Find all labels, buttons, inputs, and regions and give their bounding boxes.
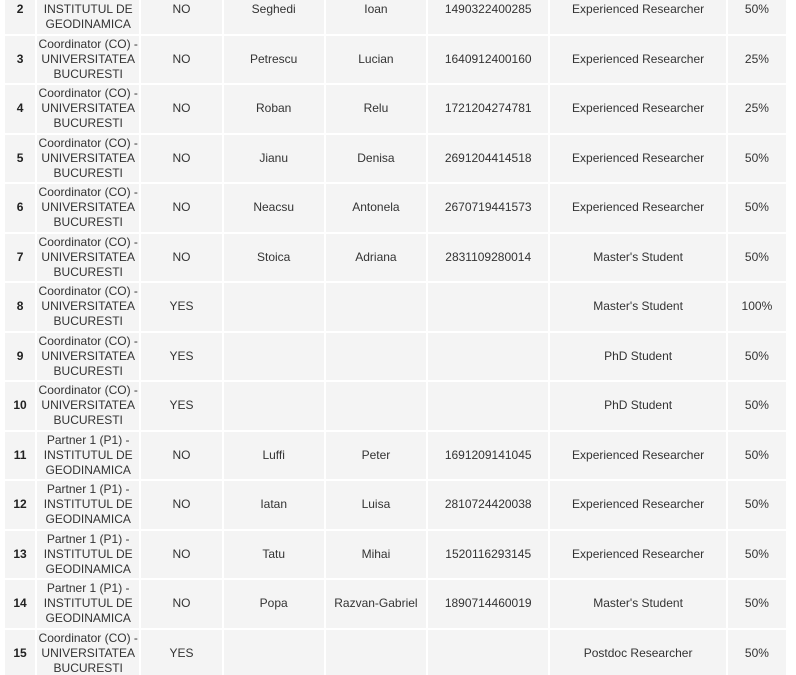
institution-line: Partner 1 (P1) - — [46, 432, 130, 447]
time-allocation-cell: 25% — [728, 36, 786, 84]
new-position-cell: YES — [141, 283, 221, 331]
position-cell: Master's Student — [550, 283, 725, 331]
position-cell: Experienced Researcher — [550, 481, 725, 529]
institution-line: GEODINAMICA — [45, 17, 131, 32]
row-number: 3 — [5, 36, 35, 84]
institution-line: BUCURESTI — [53, 116, 123, 131]
new-position-cell: NO — [141, 184, 221, 232]
institution-line: UNIVERSITATEA — [41, 348, 135, 363]
first-name-cell: Razvan-Gabriel — [326, 580, 426, 628]
table-row — [5, 184, 786, 232]
table-row — [5, 481, 786, 529]
table-row — [5, 36, 786, 84]
table-row — [5, 283, 786, 331]
institution-line: Coordinator (CO) - — [38, 284, 138, 299]
position-cell: Master's Student — [550, 580, 725, 628]
position-cell: PhD Student — [550, 333, 725, 381]
institution-line: INSTITUTUL DE — [43, 447, 133, 462]
table-row — [5, 85, 786, 133]
institution-line: Coordinator (CO) - — [38, 135, 138, 150]
table-row — [5, 135, 786, 183]
institution-line: UNIVERSITATEA — [41, 150, 135, 165]
institution-cell — [37, 85, 139, 133]
time-allocation-cell: 50% — [728, 234, 786, 282]
institution-line: BUCURESTI — [53, 215, 123, 230]
institution-cell — [37, 333, 139, 381]
first-name-cell: Relu — [326, 85, 426, 133]
institution-line: BUCURESTI — [53, 363, 123, 378]
institution-line: BUCURESTI — [53, 660, 123, 675]
last-name-cell: Tatu — [224, 531, 324, 579]
personal-id-cell: 1490322400285 — [428, 0, 548, 34]
institution-line: Partner 1 (P1) - — [46, 482, 130, 497]
table-body — [5, 0, 786, 675]
institution-cell — [37, 283, 139, 331]
institution-line: BUCURESTI — [53, 413, 123, 428]
new-position-cell: YES — [141, 382, 221, 430]
position-cell: Experienced Researcher — [550, 0, 725, 34]
personal-id-cell: 2831109280014 — [428, 234, 548, 282]
personal-id-cell — [428, 333, 548, 381]
institution-line: UNIVERSITATEA — [41, 249, 135, 264]
new-position-cell: NO — [141, 580, 221, 628]
position-cell: Experienced Researcher — [550, 85, 725, 133]
table-row — [5, 630, 786, 675]
personal-id-cell: 1691209141045 — [428, 432, 548, 480]
time-allocation-cell: 50% — [728, 630, 786, 675]
last-name-cell — [224, 382, 324, 430]
time-allocation-cell: 50% — [728, 135, 786, 183]
time-allocation-cell: 50% — [728, 184, 786, 232]
institution-line: Coordinator (CO) - — [38, 234, 138, 249]
institution-cell — [37, 184, 139, 232]
institution-line: INSTITUTUL DE — [43, 497, 133, 512]
institution-line: Coordinator (CO) - — [38, 36, 138, 51]
first-name-cell: Luisa — [326, 481, 426, 529]
last-name-cell — [224, 333, 324, 381]
position-cell: Experienced Researcher — [550, 135, 725, 183]
row-number: 2 — [5, 0, 35, 34]
time-allocation-cell: 50% — [728, 0, 786, 34]
row-number: 10 — [5, 382, 35, 430]
institution-cell — [37, 0, 139, 34]
new-position-cell: NO — [141, 531, 221, 579]
personal-id-cell: 2670719441573 — [428, 184, 548, 232]
institution-line: GEODINAMICA — [45, 462, 131, 477]
institution-line: Partner 1 (P1) - — [46, 581, 130, 596]
personal-id-cell: 2691204414518 — [428, 135, 548, 183]
position-cell: Experienced Researcher — [550, 531, 725, 579]
first-name-cell: Lucian — [326, 36, 426, 84]
institution-line: Coordinator (CO) - — [38, 383, 138, 398]
personal-id-cell: 1890714460019 — [428, 580, 548, 628]
row-number: 6 — [5, 184, 35, 232]
time-allocation-cell: 25% — [728, 85, 786, 133]
row-number: 11 — [5, 432, 35, 480]
institution-line: GEODINAMICA — [45, 561, 131, 576]
personal-id-cell: 1721204274781 — [428, 85, 548, 133]
row-number: 14 — [5, 580, 35, 628]
position-cell: Experienced Researcher — [550, 36, 725, 84]
last-name-cell: Petrescu — [224, 36, 324, 84]
institution-line: BUCURESTI — [53, 264, 123, 279]
last-name-cell: Neacsu — [224, 184, 324, 232]
institution-cell — [37, 432, 139, 480]
institution-cell — [37, 135, 139, 183]
institution-line: BUCURESTI — [53, 66, 123, 81]
institution-line: BUCURESTI — [53, 314, 123, 329]
institution-cell — [37, 36, 139, 84]
time-allocation-cell: 100% — [728, 283, 786, 331]
row-number: 4 — [5, 85, 35, 133]
first-name-cell: Mihai — [326, 531, 426, 579]
institution-line: Coordinator (CO) - — [38, 630, 138, 645]
first-name-cell: Adriana — [326, 234, 426, 282]
institution-line: UNIVERSITATEA — [41, 299, 135, 314]
institution-cell — [37, 481, 139, 529]
first-name-cell — [326, 333, 426, 381]
new-position-cell: YES — [141, 333, 221, 381]
last-name-cell: Jianu — [224, 135, 324, 183]
institution-cell — [37, 630, 139, 675]
new-position-cell: YES — [141, 630, 221, 675]
institution-line: INSTITUTUL DE — [43, 2, 133, 17]
personal-id-cell — [428, 382, 548, 430]
institution-line: UNIVERSITATEA — [41, 51, 135, 66]
new-position-cell: NO — [141, 234, 221, 282]
institution-line: UNIVERSITATEA — [41, 101, 135, 116]
first-name-cell: Antonela — [326, 184, 426, 232]
institution-line: UNIVERSITATEA — [41, 645, 135, 660]
personal-id-cell — [428, 283, 548, 331]
personal-id-cell: 2810724420038 — [428, 481, 548, 529]
last-name-cell: Iatan — [224, 481, 324, 529]
personal-id-cell: 1640912400160 — [428, 36, 548, 84]
row-number: 8 — [5, 283, 35, 331]
first-name-cell: Denisa — [326, 135, 426, 183]
table-row — [5, 234, 786, 282]
new-position-cell: NO — [141, 432, 221, 480]
row-number: 7 — [5, 234, 35, 282]
table-row — [5, 0, 786, 34]
first-name-cell — [326, 630, 426, 675]
time-allocation-cell: 50% — [728, 333, 786, 381]
new-position-cell: NO — [141, 0, 221, 34]
first-name-cell: Peter — [326, 432, 426, 480]
first-name-cell — [326, 382, 426, 430]
last-name-cell: Stoica — [224, 234, 324, 282]
personal-id-cell — [428, 630, 548, 675]
last-name-cell: Roban — [224, 85, 324, 133]
table-row — [5, 580, 786, 628]
last-name-cell: Popa — [224, 580, 324, 628]
institution-cell — [37, 580, 139, 628]
institution-line: Partner 1 (P1) - — [46, 531, 130, 546]
table-row — [5, 333, 786, 381]
last-name-cell: Seghedi — [224, 0, 324, 34]
position-cell: Experienced Researcher — [550, 184, 725, 232]
team-members-table — [3, 0, 788, 675]
position-cell: Experienced Researcher — [550, 432, 725, 480]
position-cell: Master's Student — [550, 234, 725, 282]
first-name-cell — [326, 283, 426, 331]
institution-line: BUCURESTI — [53, 165, 123, 180]
table-row — [5, 432, 786, 480]
time-allocation-cell: 50% — [728, 531, 786, 579]
institution-line: UNIVERSITATEA — [41, 200, 135, 215]
personal-id-cell: 1520116293145 — [428, 531, 548, 579]
last-name-cell — [224, 283, 324, 331]
table-row — [5, 531, 786, 579]
institution-cell — [37, 382, 139, 430]
institution-cell — [37, 531, 139, 579]
table-row — [5, 382, 786, 430]
institution-line: Coordinator (CO) - — [38, 185, 138, 200]
new-position-cell: NO — [141, 481, 221, 529]
institution-line: INSTITUTUL DE — [43, 596, 133, 611]
new-position-cell: NO — [141, 85, 221, 133]
row-number: 5 — [5, 135, 35, 183]
institution-line: Coordinator (CO) - — [38, 333, 138, 348]
first-name-cell: Ioan — [326, 0, 426, 34]
time-allocation-cell: 50% — [728, 580, 786, 628]
row-number: 9 — [5, 333, 35, 381]
institution-cell — [37, 234, 139, 282]
institution-line: Coordinator (CO) - — [38, 86, 138, 101]
institution-line: INSTITUTUL DE — [43, 546, 133, 561]
new-position-cell: NO — [141, 36, 221, 84]
row-number: 13 — [5, 531, 35, 579]
row-number: 12 — [5, 481, 35, 529]
position-cell: Postdoc Researcher — [550, 630, 725, 675]
institution-line: UNIVERSITATEA — [41, 398, 135, 413]
last-name-cell — [224, 630, 324, 675]
institution-line: GEODINAMICA — [45, 512, 131, 527]
row-number: 15 — [5, 630, 35, 675]
position-cell: PhD Student — [550, 382, 725, 430]
new-position-cell: NO — [141, 135, 221, 183]
time-allocation-cell: 50% — [728, 382, 786, 430]
time-allocation-cell: 50% — [728, 481, 786, 529]
institution-line: GEODINAMICA — [45, 611, 131, 626]
time-allocation-cell: 50% — [728, 432, 786, 480]
last-name-cell: Luffi — [224, 432, 324, 480]
